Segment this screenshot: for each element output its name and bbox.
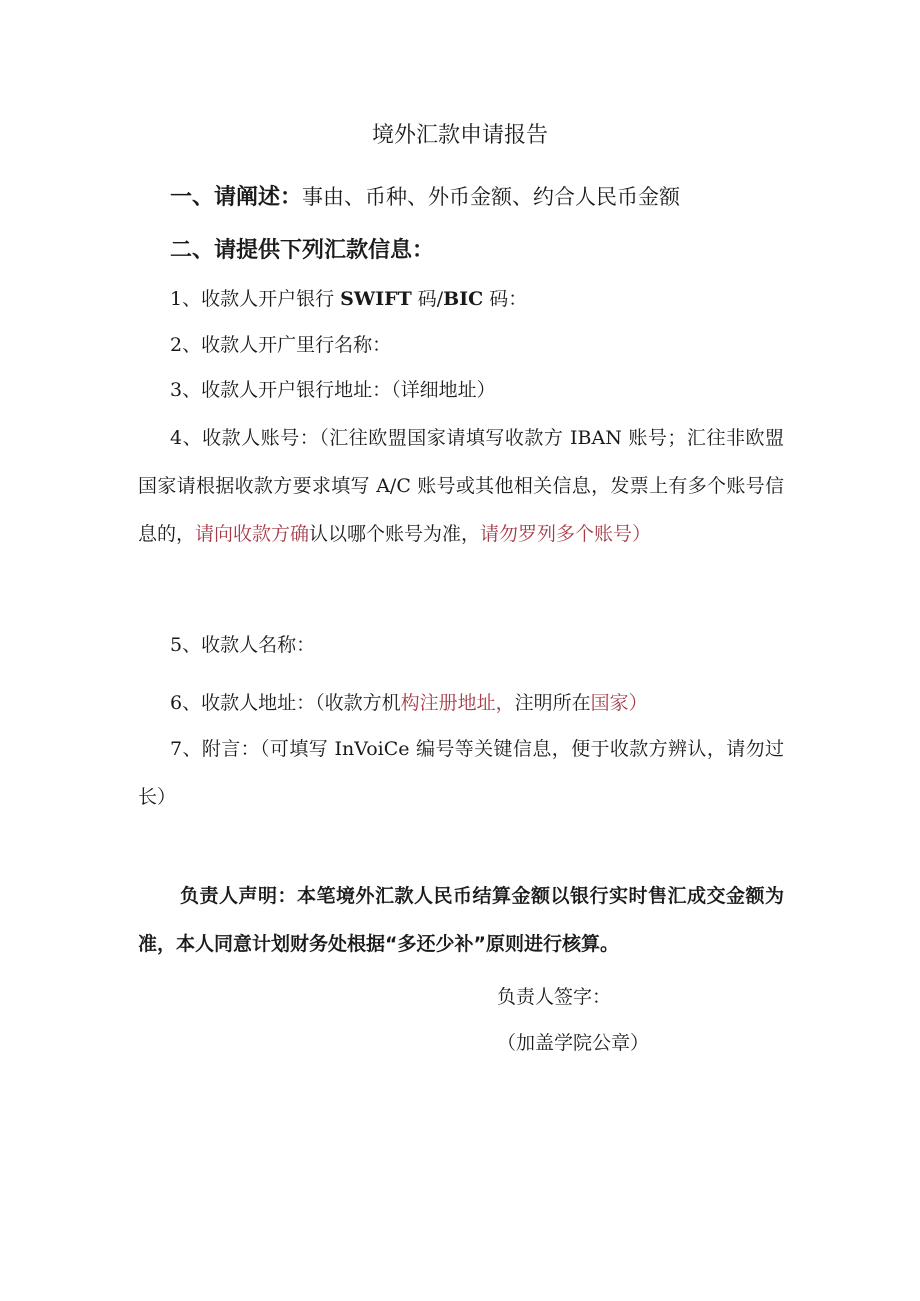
section-1-lead: 一、请阐述： <box>170 185 303 210</box>
seal-label: （加盖学院公章） <box>497 1032 650 1054</box>
item-2: 2、收款人开广里行名称： <box>170 334 392 356</box>
section-1 <box>170 180 680 211</box>
item-1-mid: 码/ <box>411 288 444 310</box>
item-1-swift: SWIFT <box>340 288 412 310</box>
declaration: 负责人声明：本笔境外汇款人民币结算金额以银行实时售汇成交金额为准，本人同意计划财务处根据“多还少补”原则进行核算。 <box>138 885 784 955</box>
item-4-text-b: 认以哪个账号为准， <box>309 523 481 545</box>
item-4-red-1: 请向收款方确 <box>195 523 310 545</box>
item-1 <box>170 284 527 311</box>
item-5: 5、收款人名称： <box>170 634 316 656</box>
section-2-lead: 二、请提供下列汇款信息： <box>170 238 435 263</box>
item-7: 7、附言：（可填写 InVoiCe 编号等关键信息，便于收款方辨认，请勿过长） <box>138 738 784 808</box>
item-1-bic: BIC <box>443 288 484 310</box>
item-4 <box>138 414 784 558</box>
item-6-text-b: 注明所在 <box>514 692 591 714</box>
section-1-text: 事由、币种、外币金额、约合人民币金额 <box>302 185 681 209</box>
item-6-red-2: 国家） <box>590 692 648 714</box>
signature-label: 负责人签字： <box>497 986 612 1008</box>
item-6-red-1: 构注册地址， <box>400 692 515 714</box>
section-2 <box>170 233 434 264</box>
page-title: 境外汇款申请报告 <box>371 123 548 148</box>
item-1-post: 码： <box>483 288 528 310</box>
item-6-text-a: 6、收款人地址：（收款方机 <box>170 692 401 714</box>
item-1-pre: 1、收款人开户银行 <box>170 288 341 310</box>
item-4-text-a: 4、收款人账号：（汇往欧盟国家请填写收款方 IBAN 账号；汇往非欧盟国家请根据收款方要求填写 A/C 账号或其他相关信息，发票上有多个账号信息的， <box>138 427 784 545</box>
item-3: 3、收款人开户银行地址：（详细地址） <box>170 379 496 401</box>
item-4-red-2: 请勿罗列多个账号） <box>480 523 652 545</box>
item-6 <box>170 688 648 715</box>
